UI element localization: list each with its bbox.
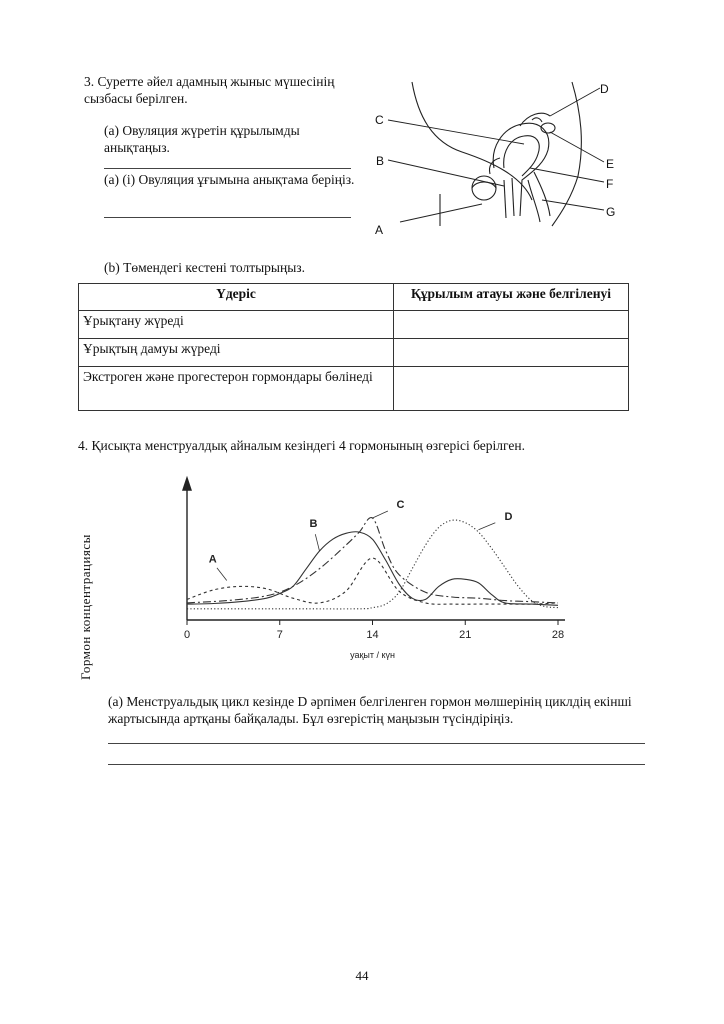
x-tick-label: 21 bbox=[459, 629, 472, 641]
table-row bbox=[79, 339, 629, 367]
q4-part-a: (а) Менструальдық цикл кезінде D әрпімен белгіленген гормон мөлшерінің циклдің екінші жартысында артқаны байқалады. Бұл өзгерістің маңызын түсіндіріңіз. bbox=[108, 694, 632, 726]
x-tick-label: 7 bbox=[276, 629, 283, 641]
y-axis-arrow bbox=[183, 478, 191, 490]
series-label-b: B bbox=[309, 518, 318, 530]
anatomy-diagram bbox=[372, 76, 622, 236]
hormone-chart bbox=[170, 470, 580, 670]
x-tick-label: 0 bbox=[183, 629, 191, 641]
table-cell-process: Ұрықтану жүреді bbox=[79, 311, 394, 339]
series-label-d: D bbox=[504, 510, 513, 523]
series-label-c: C bbox=[396, 498, 405, 511]
series-label-a: A bbox=[208, 553, 217, 566]
diagram-label-g: G bbox=[606, 205, 616, 219]
diagram-label-c: C bbox=[375, 113, 384, 127]
q3-part-b: (b) Төмендегі кестені толтырыңыз. bbox=[104, 260, 306, 275]
series-leader-d bbox=[479, 523, 496, 530]
diagram-label-a: A bbox=[375, 223, 384, 237]
series-line-d bbox=[187, 520, 558, 609]
q3-intro: 3. Суретте әйел адамның жыныс мүшесінің сызбасы берілген. bbox=[84, 74, 335, 106]
chart-ylabel: Гормон концентрациясы bbox=[78, 534, 93, 680]
table-cell-answer[interactable] bbox=[394, 367, 629, 411]
diagram-label-f: F bbox=[606, 177, 614, 191]
table-cell-answer[interactable] bbox=[394, 311, 629, 339]
series-leader-b bbox=[315, 534, 319, 551]
answer-line[interactable] bbox=[108, 743, 645, 744]
table-cell-text: Экстроген және прогестерон гормондары бөлінеді bbox=[83, 369, 373, 384]
table-header-row bbox=[79, 284, 629, 311]
diagram-label-d: D bbox=[600, 82, 609, 96]
series-leader-a bbox=[217, 568, 227, 581]
table-cell-process: Ұрықтың дамуы жүреді bbox=[79, 339, 394, 367]
table-row bbox=[79, 367, 629, 411]
page-number: 44 bbox=[355, 968, 369, 983]
table-row bbox=[79, 311, 629, 339]
q4-intro: 4. Қисықта менструалдық айналым кезіндегі 4 гормонының өзгерісі берілген. bbox=[78, 438, 525, 453]
answer-line[interactable] bbox=[108, 764, 645, 765]
table-header-process: Үдеріс bbox=[79, 284, 394, 311]
answer-line[interactable] bbox=[104, 217, 351, 218]
q3-part-a-i: (а) (і) Овуляция ұғымына анықтама беріңіз. bbox=[104, 172, 355, 187]
series-leader-c bbox=[373, 511, 388, 518]
diagram-label-e: E bbox=[606, 157, 615, 171]
chart-xlabel: уақыт / күн bbox=[350, 650, 395, 660]
series-line-a bbox=[187, 558, 558, 604]
x-tick-label: 28 bbox=[551, 629, 565, 641]
q3-part-a: (а) Овуляция жүретін құрылымды анықтаңыз. bbox=[104, 123, 300, 155]
table-header-structure: Құрылым атауы және белгіленуі bbox=[394, 284, 629, 311]
diagram-label-b: B bbox=[376, 154, 385, 168]
table-cell-process bbox=[79, 367, 394, 411]
process-table bbox=[78, 283, 629, 411]
series-line-b bbox=[187, 532, 558, 606]
series-line-c bbox=[187, 517, 558, 602]
table-cell-answer[interactable] bbox=[394, 339, 629, 367]
answer-line[interactable] bbox=[104, 168, 351, 169]
x-tick-label: 14 bbox=[366, 629, 379, 641]
